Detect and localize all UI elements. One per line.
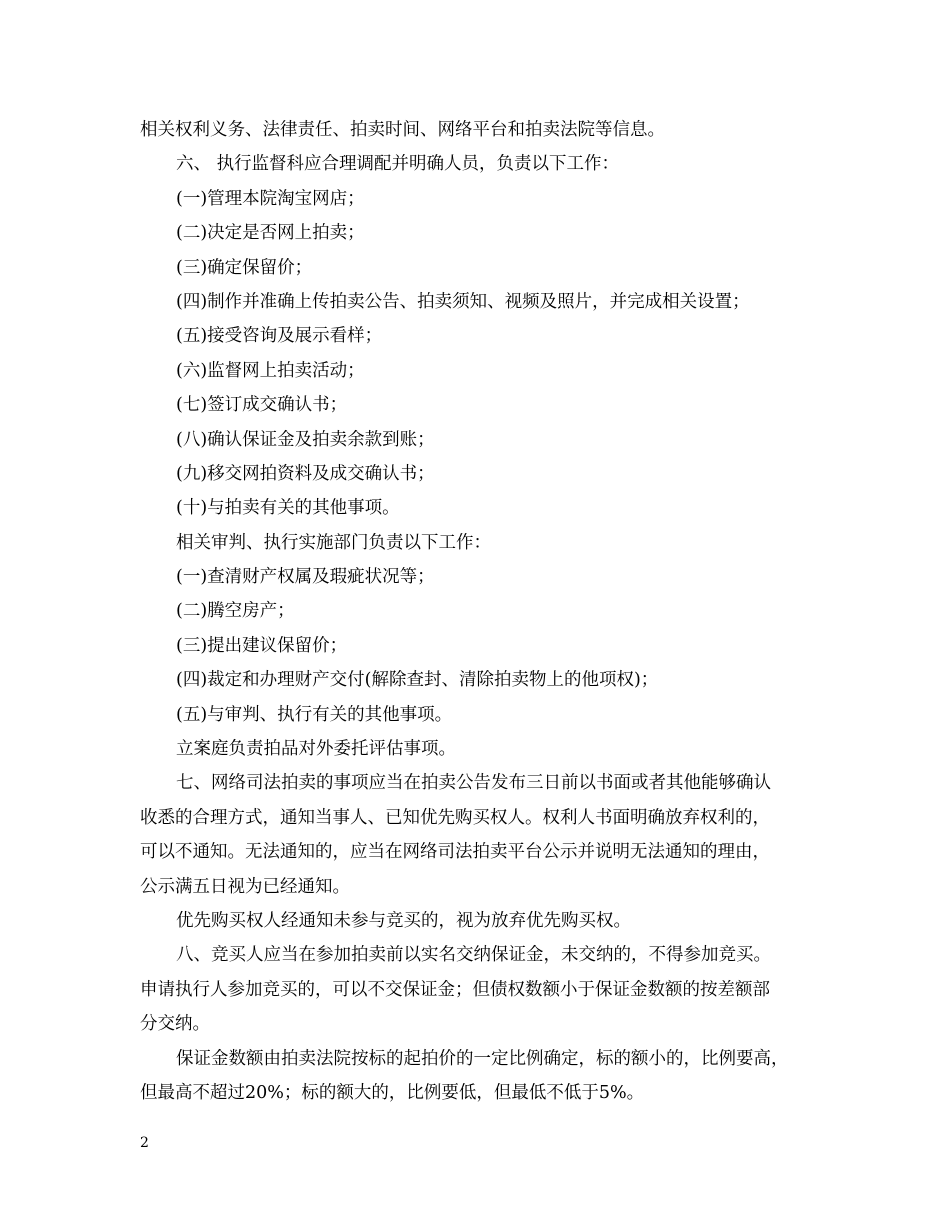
text-line: (五)与审判、执行有关的其他事项。: [176, 704, 453, 725]
text-line: (六)监督网上拍卖活动；: [176, 360, 365, 381]
text-line: 保证金数额由拍卖法院按标的起拍价的一定比例确定，标的额小的，比例要高，: [176, 1048, 789, 1069]
text-line: 但最高不超过20%；标的额大的，比例要低，但最低不低于5%。: [140, 1082, 645, 1103]
document-body: [140, 113, 840, 1110]
text-line: 六、 执行监督科应合理调配并明确人员，负责以下工作：: [176, 154, 620, 175]
text-line: 优先购买权人经通知未参与竞买的，视为放弃优先购买权。: [176, 910, 631, 931]
text-line: 相关审判、执行实施部门负责以下工作：: [176, 532, 491, 553]
page-number: 2: [140, 1135, 149, 1151]
text-line: (二)腾空房产；: [176, 601, 295, 622]
text-line: 分交纳。: [140, 1014, 210, 1035]
text-line: (三)提出建议保留价；: [176, 635, 348, 656]
text-line: 公示满五日视为已经通知。: [140, 876, 350, 897]
text-line: (四)制作并准确上传拍卖公告、拍卖须知、视频及照片，并完成相关设置；: [176, 291, 750, 312]
text-line: 相关权利义务、法律责任、拍卖时间、网络平台和拍卖法院等信息。: [140, 120, 665, 140]
text-line: (二)决定是否网上拍卖；: [176, 223, 365, 244]
text-line: (十)与拍卖有关的其他事项。: [176, 498, 400, 519]
text-line: 立案庭负责拍品对外委托评估事项。: [176, 739, 456, 760]
text-line: (一)管理本院淘宝网店；: [176, 188, 365, 209]
text-line: 七、网络司法拍卖的事项应当在拍卖公告发布三日前以书面或者其他能够确认: [176, 773, 771, 794]
text-line: (八)确认保证金及拍卖余款到账；: [176, 429, 435, 450]
text-line: (三)确定保留价；: [176, 257, 313, 278]
text-line: (五)接受咨询及展示看样；: [176, 326, 383, 347]
text-line: (七)签订成交确认书；: [176, 395, 348, 416]
text-line: (四)裁定和办理财产交付(解除查封、清除拍卖物上的他项权)；: [176, 670, 659, 691]
text-line: 申请执行人参加竞买的，可以不交保证金；但债权数额小于保证金数额的按差额部: [140, 979, 770, 1000]
text-line: 八、竞买人应当在参加拍卖前以实名交纳保证金，未交纳的，不得参加竞买。: [176, 945, 771, 966]
text-line: 可以不通知。无法通知的，应当在网络司法拍卖平台公示并说明无法通知的理由，: [140, 842, 770, 863]
text-line: 收悉的合理方式，通知当事人、已知优先购买权人。权利人书面明确放弃权利的，: [140, 807, 770, 828]
text-line: (九)移交网拍资料及成交确认书；: [176, 463, 435, 484]
text-line: (一)查清财产权属及瑕疵状况等；: [176, 567, 435, 588]
